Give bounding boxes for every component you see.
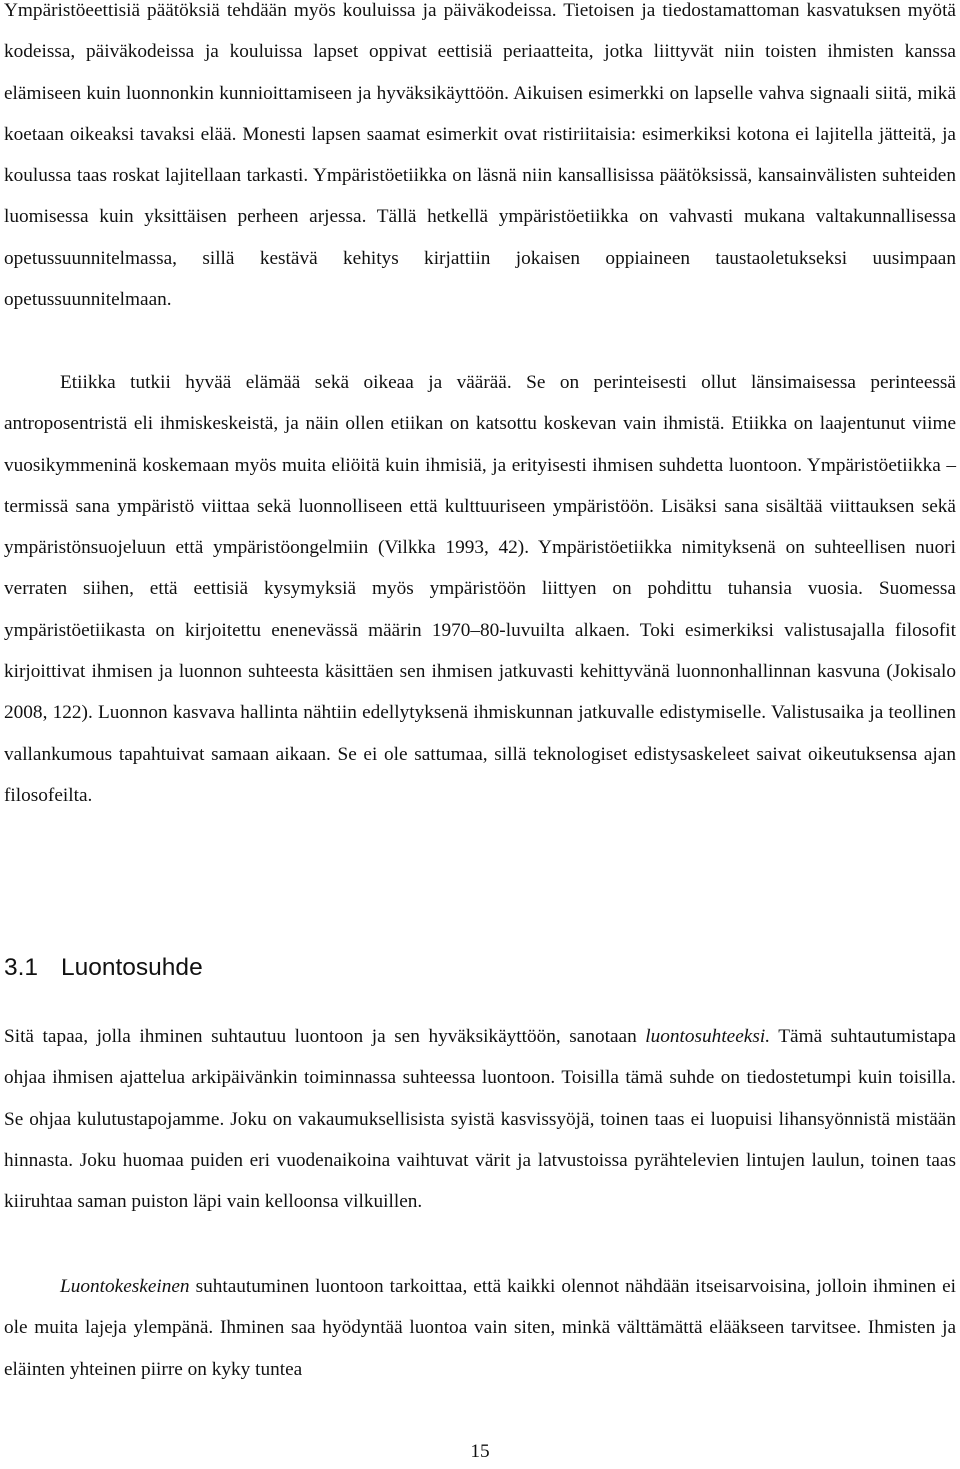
paragraph-intro xyxy=(4,0,956,320)
paragraph-luontosuhde-lead: Sitä tapaa, jolla ihminen suhtautuu luontoon ja sen hyväksikäyttöön, sanotaan xyxy=(4,1026,646,1047)
term-luontosuhde: luontosuhteeksi. xyxy=(645,1026,771,1047)
paragraph-luontokeskeinen-rest: suhtautuminen luontoon tarkoittaa, että kaikki olennot nähdään itseisarvoisina, jolloin ihminen ei ole muita lajeja ylempänä. Ihminen saa hyödyntää luontoa vain siten, minkä välttämättä elääkseen tarvitsee. Ihmisten ja eläinten yhteinen piirre on kyky tuntea xyxy=(4,1276,956,1380)
section-title: Luontosuhde xyxy=(61,954,203,981)
paragraph-intro-text: Ympäristöeettisiä päätöksiä tehdään myös kouluissa ja päiväkodeissa. Tietoisen ja tiedostamattoman kasvatuksen myötä kodeissa, päiväkodeissa ja kouluissa lapset oppivat eettisiä periaatteita, jotka liittyvät niin toisten ihmisten kanssa elämiseen kuin luonnonkin kunnioittamiseen ja hyväksikäyttöön. Aikuisen esimerkki on lapselle vahva signaali siitä, mikä koetaan oikeaksi tavaksi elää. Monesti lapsen saamat esimerkit ovat ristiriitaisia: esimerkiksi kotona ei lajitella jätteitä, ja koulussa taas roskat lajitellaan tarkasti. Ympäristöetiikka on läsnä niin kansallisissa päätöksissä, kansainvälisten suhteiden luomisessa kuin yksittäisen perheen arjessa. Tällä hetkellä ympäristöetiikka on vahvasti mukana valtakunnallisessa opetussuunnitelmassa, sillä kestävä kehitys kirjattiin jokaisen oppiaineen taustaoletukseksi uusimpaan opetussuunnitelmaan. xyxy=(4,0,956,311)
paragraph-luontosuhde xyxy=(4,1016,956,1222)
paragraph-ethics xyxy=(4,362,956,816)
document-page xyxy=(4,0,956,1469)
page-number: 15 xyxy=(470,1441,490,1462)
paragraph-luontokeskeinen xyxy=(4,1266,956,1390)
paragraph-ethics-text: Etiikka tutkii hyvää elämää sekä oikeaa ja väärää. Se on perinteisesti ollut länsimaisessa perinteessä antroposentristä eli ihmiskeskeistä, ja näin ollen etiikan on katsottu koskevan vain ihmistä. Etiikka on laajentunut viime vuosikymmeninä koskemaan myös muita eliöitä kuin ihmisiä, ja erityisesti ihmisen suhdetta luontoon. Ympäristöetiikka – termissä sana ympäristö viittaa sekä luonnolliseen että kulttuuriseen ympäristöön. Lisäksi sana sisältää viittauksen sekä ympäristönsuojeluun että ympäristöongelmiin (Vilkka 1993, 42). Ympäristöetiikka nimityksenä on suhteellisen nuori verraten siihen, että eettisiä kysymyksiä myös ympäristöön liittyen on pohdittu tuhansia vuosia. Suomessa ympäristöetiikasta on kirjoitettu enenevässä määrin 1970–80-luvuilta alkaen. Toki esimerkiksi valistusajalla filosofit kirjoittivat ihmisen ja luonnon suhteesta käsittäen sen ihmisen jatkuvasti kehittyvänä luonnonhallinnan kasvuna (Jokisalo 2008, 122). Luonnon kasvava hallinta nähtiin edellytyksenä ihmiskunnan jatkuvalle edistymiselle. Valistusaika ja teollinen vallankumous tapahtuivat samaan aikaan. Se ei ole sattumaa, sillä teknologiset edistysaskeleet saivat oikeutuksensa ajan filosofeilta. xyxy=(4,372,956,806)
term-luontokeskeinen: Luontokeskeinen xyxy=(60,1276,190,1297)
paragraph-luontosuhde-rest: Tämä suhtautumistapa ohjaa ihmisen ajattelua arkipäivänkin toiminnassa suhteessa luontoon. Toisilla tämä suhde on tiedostetumpi kuin toisilla. Se ohjaa kulutustapojamme. Joku on vakaumuksellisista syistä kasvissyöjä, toinen taas ei luopuisi lihansyönnistä mistään hinnasta. Joku huomaa puiden eri vuodenaikoina vaihtuvat värit ja latvustoissa pyrähtelevien lintujen laulun, toinen taas kiiruhtaa saman puiston läpi vain kelloonsa vilkuillen. xyxy=(4,1026,956,1213)
section-number: 3.1 xyxy=(4,954,39,981)
section-heading xyxy=(4,948,203,988)
